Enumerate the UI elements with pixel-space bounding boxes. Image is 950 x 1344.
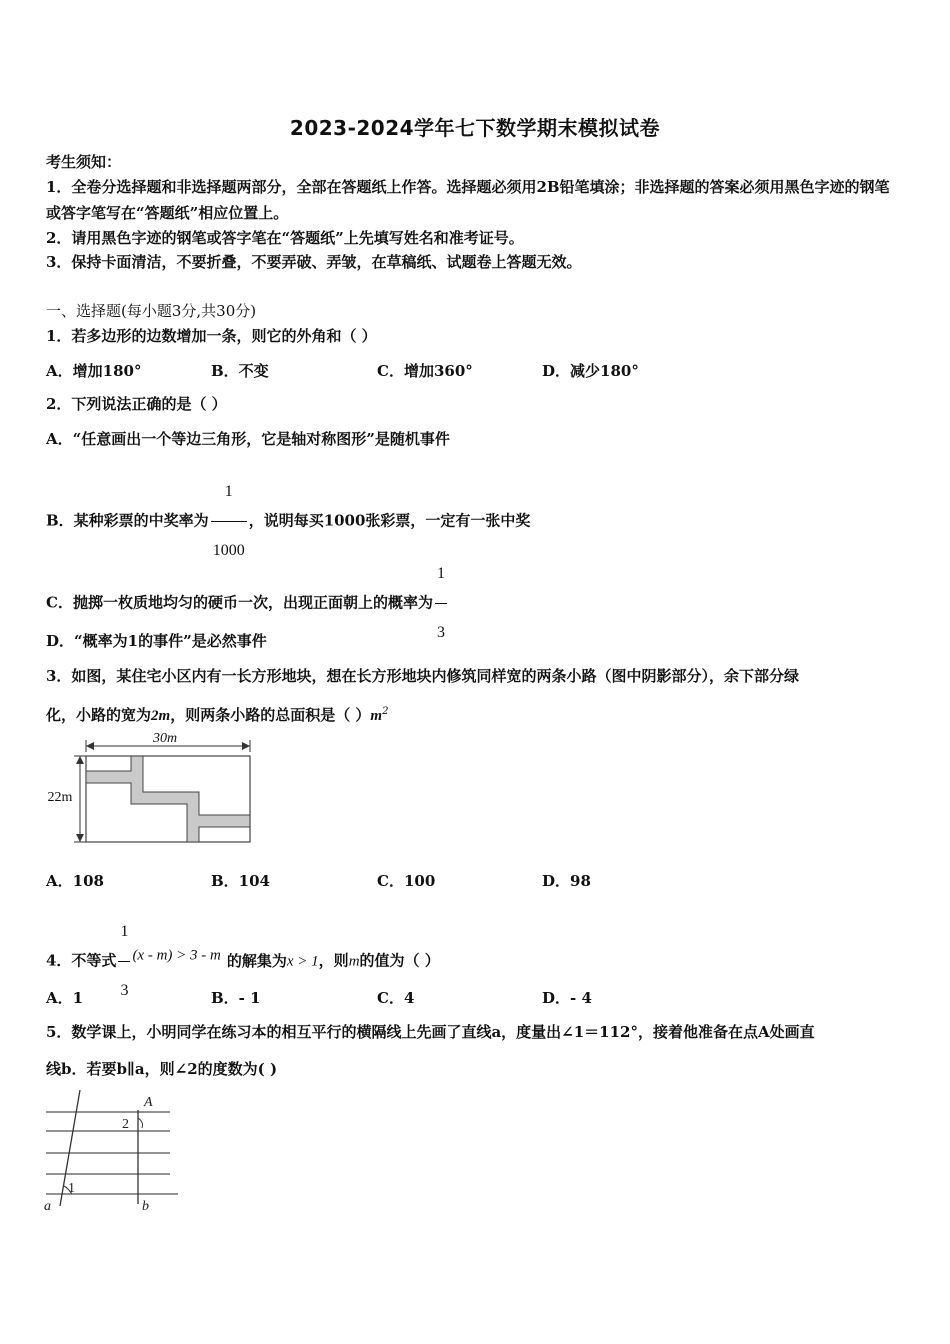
q3-option-d[interactable]: D．98 [542,872,591,890]
fraction-numerator: 1 [436,565,445,582]
angle-2-label: 2 [122,1117,129,1132]
notice-item-1: 1．全卷分选择题和非选择题两部分，全部在答题纸上作答。选择题必须用2B铅笔填涂；非选择题的答案必须用黑色字迹的钢笔或答字笔写在“答题纸”相应位置上。 [46,178,890,222]
q5-stem-line1: 5．数学课上，小明同学在练习本的相互平行的横隔线上先画了直线a，度量出∠1＝112°，接着他准备在点A处画直 [46,1023,815,1041]
q4-mid2: ，则 [318,951,349,970]
q1-option-c[interactable]: C．增加360° [377,362,473,380]
q3-figure [42,730,262,848]
q1-stem: 1．若多边形的边数增加一条，则它的外角和（ ） [46,327,377,345]
q1-option-d[interactable]: D．减少180° [542,362,639,380]
fraction-denominator: 3 [118,961,130,1019]
q3-stem-post: ，则两条小路的总面积是（ ） [170,706,371,724]
angle-1-label: 1 [68,1181,75,1196]
q4-option-c[interactable]: C．4 [377,989,415,1007]
left-dimension-label: 22m [47,790,73,805]
arrow-right-icon [242,742,250,750]
notice-heading: 考生须知： [46,153,122,171]
arrow-left-icon [86,742,94,750]
q5-figure [40,1090,190,1216]
q4-mid: 的解集为 [226,951,287,970]
q2-option-b-pre: B．某种彩票的中奖率为 [46,511,209,530]
q2-option-a[interactable]: A．“任意画出一个等边三角形，它是轴对称图形”是随机事件 [46,430,450,448]
fraction-denominator: 3 [435,603,447,661]
q4-option-b[interactable]: B．- 1 [211,989,261,1007]
q1-option-b[interactable]: B．不变 [211,362,269,380]
q3-option-c[interactable]: C．100 [377,872,436,890]
q5-stem-line2: 线b．若要b∥a，则∠2的度数为( ) [46,1060,278,1078]
angle-2-arc [138,1118,143,1128]
fraction-numerator: 1 [224,483,233,500]
page-title: 2023-2024学年七下数学期末模拟试卷 [289,116,661,140]
q4-option-d[interactable]: D．- 4 [542,989,592,1007]
q4-fraction [118,904,130,1019]
q3-unit: m [370,708,383,724]
q4-pre: 4．不等式 [46,951,117,970]
q4-expression: (x - m) > 3 - m [132,947,221,964]
q2-option-b-post: ，说明每买1000张彩票，一定有一张中奖 [248,511,531,530]
line-b-label: b [142,1199,149,1214]
q3-stem-pre: 化，小路的宽为 [46,706,152,724]
q2-option-d[interactable]: D．“概率为1的事件”是必然事件 [46,632,267,650]
fraction-denominator: 1000 [211,521,247,579]
q3-option-b[interactable]: B．104 [211,872,270,890]
point-a-label: A [144,1095,153,1110]
q3-stem-line1: 3．如图，某住宅小区内有一长方形地块，想在长方形地块内修筑同样宽的两条小路（图中阴影部分），余下部分绿 [46,667,799,685]
q2-stem: 2．下列说法正确的是（ ） [46,395,227,413]
notice-item-2: 2．请用黑色字迹的钢笔或答字笔在“答题纸”上先填写姓名和准考证号。 [46,229,524,247]
arrow-down-icon [76,834,84,842]
section-heading: 一、选择题(每小题3分,共30分) [46,302,257,320]
arrow-up-icon [76,756,84,764]
q3-stem-line2 [46,702,388,726]
q4-post: 的值为（ ） [359,951,440,970]
top-dimension-label: 30m [152,731,178,746]
q1-option-a[interactable]: A．增加180° [46,362,142,380]
line-a-label: a [44,1199,51,1214]
q2-option-c-fraction [435,546,447,661]
notice-item-3: 3．保持卡面清洁，不要折叠，不要弄破、弄皱，在草稿纸、试题卷上答题无效。 [46,253,582,271]
q2-option-c-pre: C．抛掷一枚质地均匀的硬币一次，出现正面朝上的概率为 [46,593,433,612]
q3-unit-exponent: 2 [382,706,389,717]
fraction-numerator: 1 [120,923,129,940]
q3-option-a[interactable]: A．108 [46,872,104,890]
q3-path-width: 2m [151,708,171,724]
q4-option-a[interactable]: A．1 [46,989,84,1007]
q4-solution: x > 1 [286,953,319,970]
q4-variable: m [348,953,360,970]
